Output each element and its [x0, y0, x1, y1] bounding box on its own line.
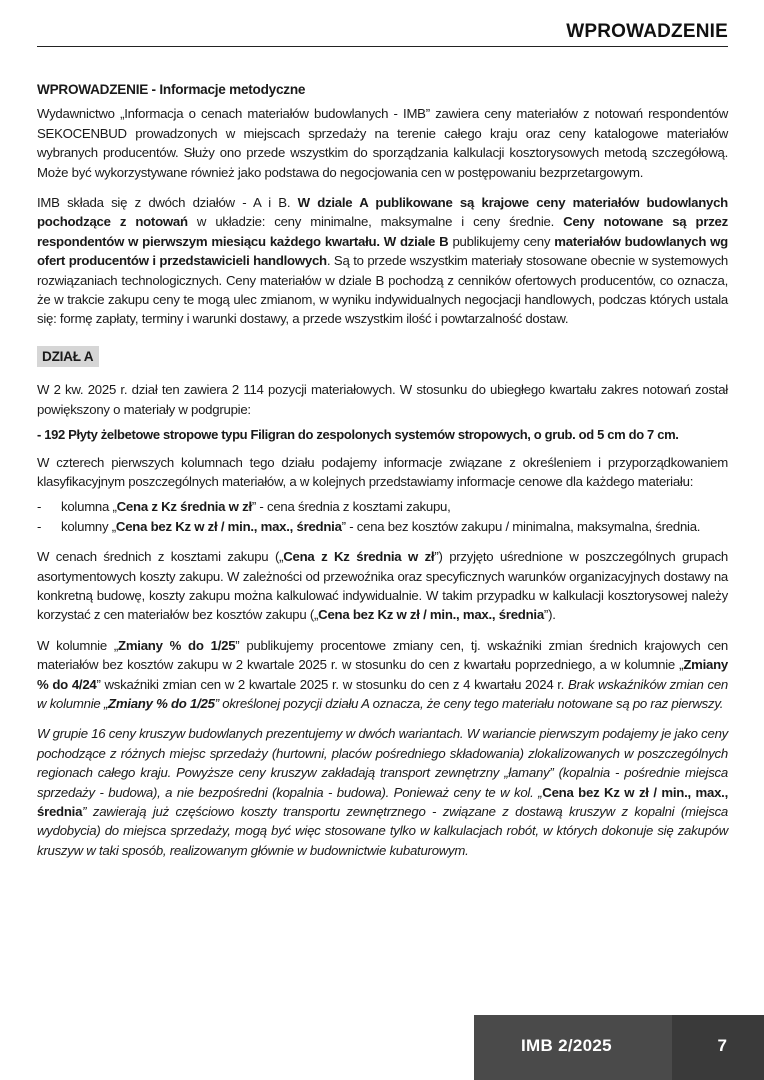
- text-run: W kolumnie „: [37, 637, 119, 653]
- text-run: ” - cena bez kosztów zakupu / minimalna, maksymalna, średnia.: [341, 518, 701, 534]
- text-run: kolumna „: [61, 499, 117, 515]
- text-run-bold: W dziale A publikowane są krajowe ceny materiałów budowlanych pochodzące z notowań: [37, 195, 728, 230]
- text-run: ” zawierają już częściowo koszty transportu zewnętrznego - związane z dostawą kruszyw z kopalni (miejsca wydobycia) do miejsca sprzedaży, mogą być więc stosowane tylko w kalkulacjach robót, w których dokonuje się zakupów kruszyw w taki sposób, realizowanym głównie w budownictwie kubaturowym.: [37, 804, 728, 858]
- main-content: [37, 80, 728, 871]
- list-item: [37, 517, 728, 536]
- text-run: ”) przyjęto uśrednione w poszczególnych grupach asortymentowych koszty zakupu. W zależności od przewoźnika oraz specyficznych warunków organizacyjnych dostawy na konkretną budowę, koszty zakupu można kalkulować indywidualnie. W takim przypadku w kalkulacji kosztorysowej należy korzystać z cen materiałów bez kosztów zakupu („: [37, 549, 728, 623]
- text-run-bold-italic: Zmiany % do 1/25: [108, 695, 215, 711]
- text-run-bold: Cena z Kz średnia w zł: [283, 549, 435, 565]
- intro-paragraph-2: [37, 193, 728, 329]
- text-run-italic: ” określonej pozycji działu A oznacza, że ceny tego materiału notowane są po raz pierwszy.: [214, 695, 724, 711]
- text-run-bold: Zmiany % do 1/25: [118, 637, 236, 653]
- text-run-bold: Cena bez Kz w zł / min., max., średnia: [318, 607, 544, 623]
- page-header-title: WPROWADZENIE: [566, 21, 728, 42]
- dzial-a-paragraph-3: [37, 547, 728, 625]
- text-run-bold: Zmiany % do 4/24: [37, 657, 728, 692]
- text-run: ” wskaźniki zmian cen w 2 kwartale 2025 r. w stosunku do cen z 4 kwartału 2024 r.: [96, 676, 568, 692]
- text-run-italic: Brak wskaźników zmian cen w kolumnie „: [37, 676, 728, 711]
- dzial-a-paragraph-5: [37, 724, 728, 860]
- text-run: . Są to przede wszystkim materiały stosowane obecnie w systemowych rozwiązaniach technologicznych. Ceny materiałów w dziale B pochodzą z cenników ofertowych producentów, co oznacza, że w trakcie zakupu ceny te mogą ulec zmianom, w wyniku indywidualnych negocjacji handlowych, podczas których ustala się: formę zapłaty, terminy i warunki dostawy, a przede wszystkim ilość i powtarzalność dostaw.: [37, 253, 729, 327]
- page-header: [37, 20, 728, 47]
- text-run-bold: Ceny notowane są przez respondentów w pierwszym miesiącu każdego kwartału. W dziale B: [37, 214, 728, 249]
- text-run: ”).: [543, 607, 556, 623]
- footer-publication-title: IMB 2/2025: [521, 1036, 612, 1055]
- text-run: ” publikujemy procentowe zmiany cen, tj. wskaźniki zmian średnich krajowych cen materiałów bez kosztów zakupu w 2 kwartale 2025 r. w stosunku do cen z kwartału poprzedniego, a w kolumnie „: [37, 637, 728, 673]
- page-number: 7: [717, 1036, 727, 1055]
- dzial-a-paragraph-4: [37, 636, 728, 714]
- text-run: publikujemy ceny: [448, 233, 555, 249]
- page-footer: [474, 1015, 764, 1080]
- dzial-a-paragraph-2: W czterech pierwszych kolumnach tego działu podajemy informacje związane z określeniem i przyporządkowaniem klasyfikacyjnym poszczególnych materiałów, a w kolejnych przedstawiamy informacje cenowe dla każdego materiału:: [37, 454, 728, 489]
- text-run: ” - cena średnia z kosztami zakupu,: [251, 499, 451, 515]
- text-run: IMB składa się z dwóch działów - A i B.: [37, 195, 298, 211]
- column-list: [37, 497, 728, 536]
- intro-heading: WPROWADZENIE - Informacje metodyczne: [37, 82, 306, 97]
- text-run-bold: Cena bez Kz w zł / min., max., średnia: [37, 784, 729, 819]
- text-run-bold: Cena z Kz średnia w zł: [116, 499, 252, 515]
- text-run: w układzie: ceny minimalne, maksymalne i ceny średnie.: [187, 214, 564, 230]
- text-run-bold: Cena bez Kz w zł / min., max., średnia: [115, 518, 342, 534]
- text-run: W grupie 16 ceny kruszyw budowlanych prezentujemy w dwóch wariantach. W wariancie pierwszym podajemy je jako ceny pochodzące z różnych miejsc sprzedaży (hurtowni, placów pośredniego składowania) zlokalizowanych w poszczególnych regionach całego kraju. Powyższe ceny kruszyw zakładają transport zewnętrzny „łamany” (kopalnia - pośrednie miejsca sprzedaży - budowa), a nie bezpośredni (kopalnia - budowa). Ponieważ ceny te w kol. „: [37, 726, 728, 800]
- dzial-a-paragraph-1: W 2 kw. 2025 r. dział ten zawiera 2 114 pozycji materiałowych. W stosunku do ubiegłego kwartału zakres notowań został powiększony o materiały w podgrupie:: [37, 382, 728, 417]
- text-run-bold: materiałów budowlanych wg ofert producentów i przedstawicieli handlowych: [37, 233, 728, 269]
- dzial-a-new-subgroup: - 192 Płyty żelbetowe stropowe typu Filigran do zespolonych systemów stropowych, o grub. od 5 cm do 7 cm.: [37, 427, 679, 443]
- dzial-a-label: DZIAŁ A: [37, 346, 99, 367]
- intro-paragraph-1: Wydawnictwo „Informacja o cenach materiałów budowlanych - IMB” zawiera ceny materiałów z notowań respondentów SEKOCENBUD prowadzonych w miejscach sprzedaży na terenie całego kraju oraz ceny katalogowe materiałów wybranych producentów. Służy ono przede wszystkim do sporządzania kalkulacji kosztorysowych metodą szczegółową. Może być wykorzystywane również jako podstawa do negocjowania cen w postępowaniu bezprzetargowym.: [37, 106, 728, 180]
- list-item: [37, 497, 728, 516]
- text-run: kolumny „: [61, 518, 116, 534]
- text-run: W cenach średnich z kosztami zakupu („: [37, 549, 284, 565]
